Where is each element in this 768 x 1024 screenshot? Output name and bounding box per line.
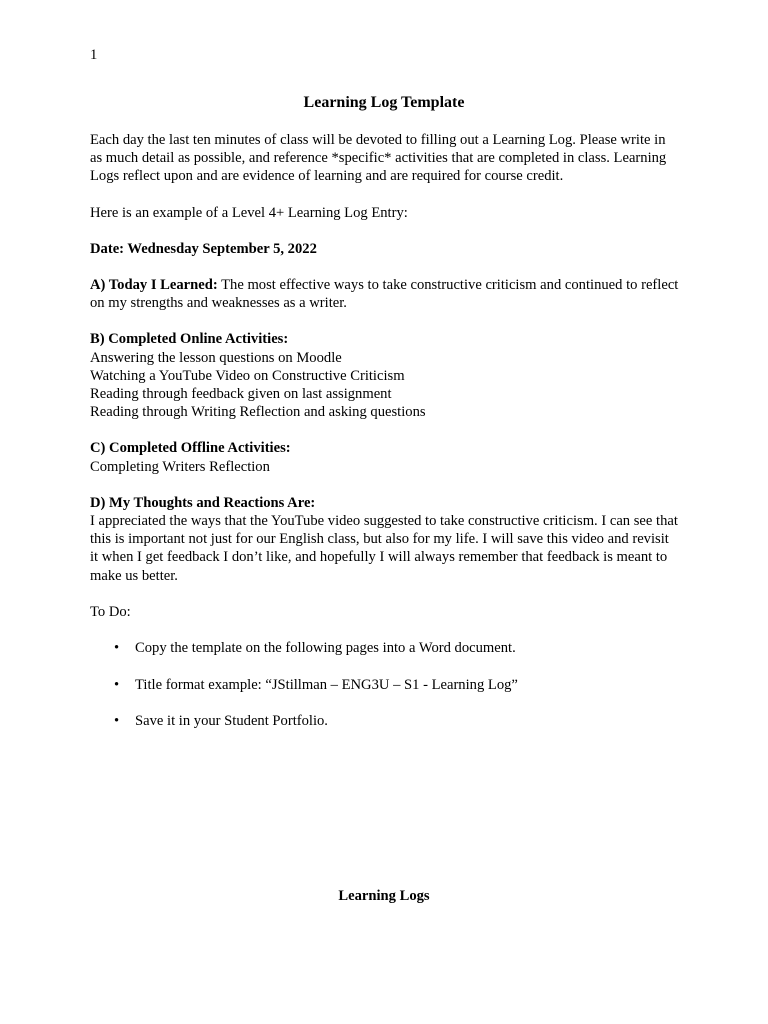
section-thoughts-reactions [90,494,680,585]
intro-paragraph: Each day the last ten minutes of class will be devoted to filling out a Learning Log. Please write in as much detail as possible, and reference *specific* activities that are completed in class. Learning Logs reflect upon and are evidence of learning and are required for course credit. [90,132,667,185]
offline-activity-item: Completing Writers Reflection [90,458,270,475]
bullet-icon: • [114,676,120,693]
section-offline-activities [90,439,680,475]
todo-item [90,639,680,657]
todo-item [90,676,680,694]
page-number: 1 [90,47,98,63]
entry-date: Date: Wednesday September 5, 2022 [90,240,317,257]
section-b-label: B) Completed Online Activities: [90,331,289,348]
todo-item [90,712,680,730]
section-d-label: D) My Thoughts and Reactions Are: [90,494,316,511]
online-activity-item: Answering the lesson questions on Moodle [90,349,342,366]
bullet-icon: • [114,713,120,730]
online-activity-item: Watching a YouTube Video on Constructive Criticism [90,367,405,384]
section-today-learned [90,276,680,312]
bullet-icon: • [114,640,120,657]
todo-item-text: Save it in your Student Portfolio. [135,713,328,730]
todo-item-text: Title format example: “JStillman – ENG3U – S1 - Learning Log” [135,676,518,693]
online-activity-item: Reading through Writing Reflection and asking questions [90,404,426,421]
section-d-text: I appreciated the ways that the YouTube video suggested to take constructive criticism. I can see that this is important not just for our English class, but also for my life. I will save this video and revisit it when I get feedback I don’t like, and hopefully I will always remember that feedback is meant to make us better. [90,513,678,584]
section-online-activities [90,330,680,421]
document-body [90,131,680,749]
todo-list [90,639,680,731]
online-activity-item: Reading through feedback given on last assignment [90,386,392,403]
section-a-text: The most effective ways to take constructive criticism and continued to reflect on my strengths and weaknesses as a writer. [90,277,679,312]
example-intro: Here is an example of a Level 4+ Learning Log Entry: [90,204,408,221]
todo-section [90,603,680,731]
todo-heading: To Do: [90,603,131,620]
section-a-label: A) Today I Learned: [90,277,218,294]
todo-item-text: Copy the template on the following pages into a Word document. [135,640,516,657]
section-c-label: C) Completed Offline Activities: [90,440,291,457]
document-title: Learning Log Template [303,94,465,111]
section-title-learning-logs: Learning Logs [338,888,430,904]
